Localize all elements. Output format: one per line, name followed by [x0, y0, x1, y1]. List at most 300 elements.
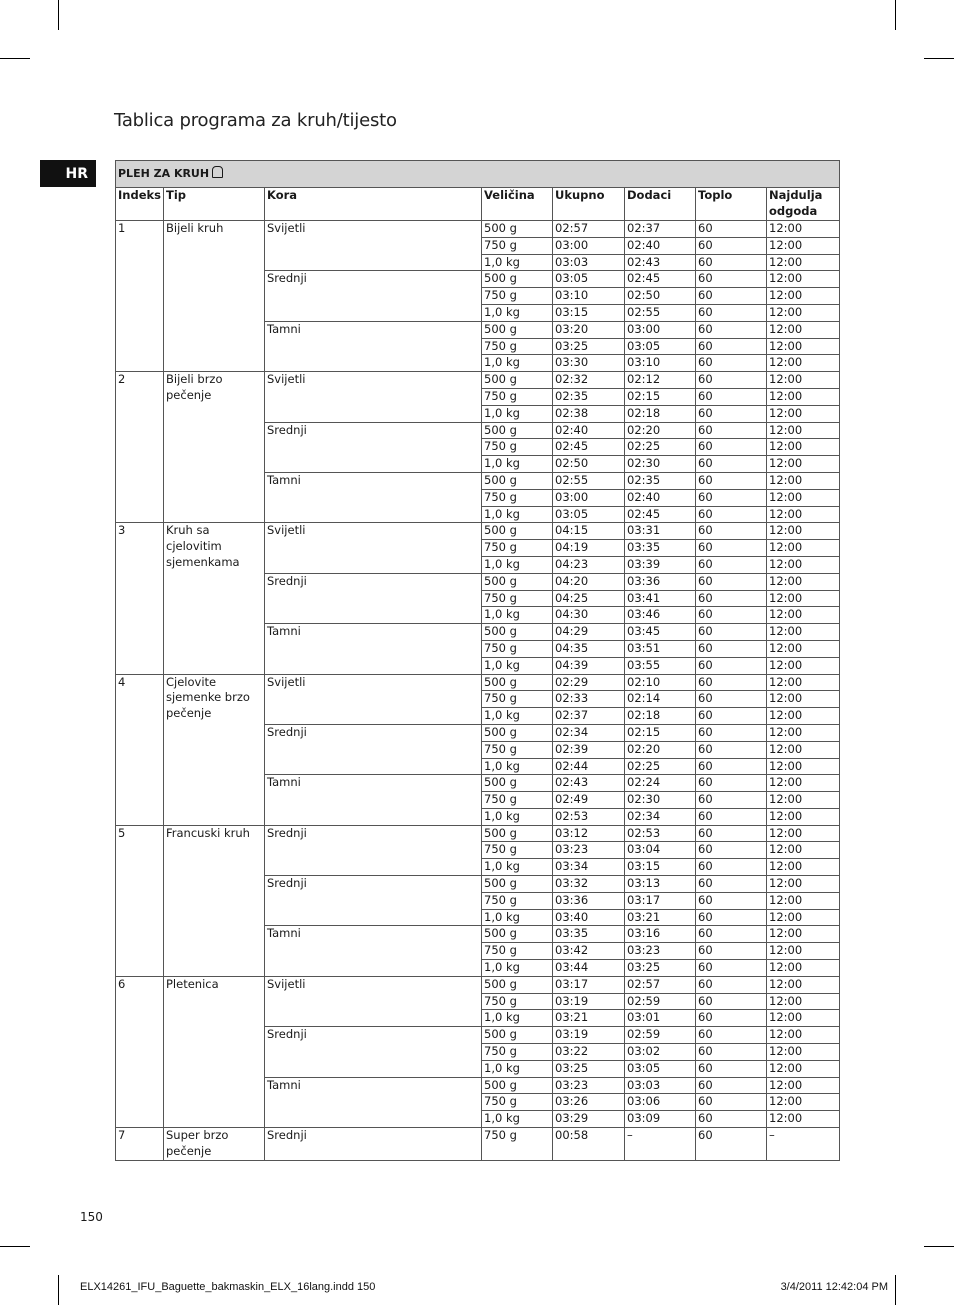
cell-additions: 02:14: [625, 691, 696, 708]
cell-size: 750 g: [482, 691, 553, 708]
bread-pan-icon: [212, 166, 223, 178]
cell-warm: 60: [696, 506, 767, 523]
cell-delay: 12:00: [767, 808, 840, 825]
cell-additions: 02:37: [625, 221, 696, 238]
cell-warm: 60: [696, 338, 767, 355]
cell-warm: 60: [696, 1027, 767, 1044]
cell-additions: 02:43: [625, 254, 696, 271]
cell-total: 04:20: [553, 573, 625, 590]
crust-type: Svijetli: [265, 523, 482, 573]
column-header: Toplo: [696, 188, 767, 221]
cell-warm: 60: [696, 304, 767, 321]
program-index: 7: [116, 1128, 164, 1161]
cell-additions: 03:05: [625, 1060, 696, 1077]
cell-size: 1,0 kg: [482, 1060, 553, 1077]
cell-warm: 60: [696, 859, 767, 876]
cell-total: 03:26: [553, 1094, 625, 1111]
cell-total: 00:58: [553, 1128, 625, 1161]
cell-size: 500 g: [482, 775, 553, 792]
cell-warm: 60: [696, 1128, 767, 1161]
program-index: 2: [116, 372, 164, 523]
crust-type: Tamni: [265, 321, 482, 371]
cell-warm: 60: [696, 825, 767, 842]
cell-size: 1,0 kg: [482, 708, 553, 725]
cell-total: 03:00: [553, 489, 625, 506]
cell-size: 1,0 kg: [482, 304, 553, 321]
cell-size: 750 g: [482, 388, 553, 405]
cell-total: 02:53: [553, 808, 625, 825]
cell-additions: 03:31: [625, 523, 696, 540]
cell-size: 750 g: [482, 489, 553, 506]
cell-size: 500 g: [482, 674, 553, 691]
cell-size: 750 g: [482, 288, 553, 305]
cell-warm: 60: [696, 288, 767, 305]
cell-delay: 12:00: [767, 1027, 840, 1044]
cell-size: 500 g: [482, 825, 553, 842]
cell-total: 03:30: [553, 355, 625, 372]
cell-total: 02:39: [553, 741, 625, 758]
cell-warm: 60: [696, 724, 767, 741]
cell-warm: 60: [696, 842, 767, 859]
cell-warm: 60: [696, 254, 767, 271]
table-row: [116, 372, 840, 389]
cell-total: 03:05: [553, 271, 625, 288]
cell-total: 02:55: [553, 472, 625, 489]
program-type: Bijeli kruh: [164, 221, 265, 372]
cell-size: 500 g: [482, 523, 553, 540]
cell-additions: 02:20: [625, 741, 696, 758]
cell-total: 03:05: [553, 506, 625, 523]
cell-size: 750 g: [482, 1128, 553, 1161]
cell-additions: 02:59: [625, 1027, 696, 1044]
cell-total: 03:44: [553, 960, 625, 977]
cell-delay: 12:00: [767, 506, 840, 523]
cell-delay: 12:00: [767, 355, 840, 372]
cell-total: 03:03: [553, 254, 625, 271]
cell-total: 04:23: [553, 556, 625, 573]
cell-size: 500 g: [482, 221, 553, 238]
cell-additions: 03:06: [625, 1094, 696, 1111]
cell-additions: 03:25: [625, 960, 696, 977]
cell-warm: 60: [696, 943, 767, 960]
cell-delay: 12:00: [767, 926, 840, 943]
cell-additions: 03:04: [625, 842, 696, 859]
cell-delay: 12:00: [767, 842, 840, 859]
cell-additions: 02:30: [625, 456, 696, 473]
cell-additions: 02:59: [625, 993, 696, 1010]
cell-delay: 12:00: [767, 372, 840, 389]
crop-mark: [924, 1246, 954, 1247]
cell-additions: 02:18: [625, 708, 696, 725]
cell-delay: 12:00: [767, 724, 840, 741]
cell-additions: 03:10: [625, 355, 696, 372]
cell-additions: 03:02: [625, 1044, 696, 1061]
cell-size: 500 g: [482, 372, 553, 389]
cell-size: 1,0 kg: [482, 859, 553, 876]
cell-delay: 12:00: [767, 758, 840, 775]
cell-additions: 02:53: [625, 825, 696, 842]
cell-total: 02:34: [553, 724, 625, 741]
cell-total: 03:22: [553, 1044, 625, 1061]
cell-total: 03:19: [553, 1027, 625, 1044]
cell-additions: 03:45: [625, 624, 696, 641]
cell-warm: 60: [696, 741, 767, 758]
crop-mark: [0, 1246, 30, 1247]
cell-delay: 12:00: [767, 876, 840, 893]
cell-warm: 60: [696, 808, 767, 825]
cell-additions: 03:09: [625, 1111, 696, 1128]
cell-delay: 12:00: [767, 993, 840, 1010]
crust-type: Tamni: [265, 926, 482, 976]
cell-additions: 02:12: [625, 372, 696, 389]
column-header: Veličina: [482, 188, 553, 221]
cell-delay: –: [767, 1128, 840, 1161]
cell-delay: 12:00: [767, 775, 840, 792]
cell-delay: 12:00: [767, 439, 840, 456]
cell-delay: 12:00: [767, 556, 840, 573]
cell-total: 03:40: [553, 909, 625, 926]
cell-delay: 12:00: [767, 792, 840, 809]
cell-size: 1,0 kg: [482, 506, 553, 523]
cell-additions: 03:23: [625, 943, 696, 960]
program-type: Bijeli brzo pečenje: [164, 372, 265, 523]
cell-warm: 60: [696, 556, 767, 573]
cell-size: 750 g: [482, 237, 553, 254]
cell-warm: 60: [696, 909, 767, 926]
cell-delay: 12:00: [767, 741, 840, 758]
cell-additions: 02:18: [625, 405, 696, 422]
column-header: Najdulja odgoda: [767, 188, 840, 221]
cell-size: 500 g: [482, 1027, 553, 1044]
cell-total: 03:10: [553, 288, 625, 305]
crop-mark: [924, 58, 954, 59]
cell-size: 1,0 kg: [482, 355, 553, 372]
cell-delay: 12:00: [767, 657, 840, 674]
cell-warm: 60: [696, 590, 767, 607]
cell-additions: 03:36: [625, 573, 696, 590]
cell-delay: 12:00: [767, 304, 840, 321]
cell-warm: 60: [696, 624, 767, 641]
cell-delay: 12:00: [767, 825, 840, 842]
crop-mark: [895, 1275, 896, 1305]
cell-warm: 60: [696, 1044, 767, 1061]
program-index: 5: [116, 825, 164, 976]
crust-type: Srednji: [265, 422, 482, 472]
cell-delay: 12:00: [767, 523, 840, 540]
cell-delay: 12:00: [767, 489, 840, 506]
cell-size: 750 g: [482, 993, 553, 1010]
page-title: Tablica programa za kruh/tijesto: [114, 110, 397, 131]
program-type: Francuski kruh: [164, 825, 265, 976]
cell-delay: 12:00: [767, 624, 840, 641]
table-row: [116, 825, 840, 842]
crust-type: Srednji: [265, 1128, 482, 1161]
cell-size: 500 g: [482, 876, 553, 893]
cell-total: 03:23: [553, 842, 625, 859]
cell-delay: 12:00: [767, 859, 840, 876]
cell-total: 04:19: [553, 540, 625, 557]
cell-additions: 03:03: [625, 1077, 696, 1094]
cell-size: 750 g: [482, 640, 553, 657]
cell-additions: 02:35: [625, 472, 696, 489]
column-header: Kora: [265, 188, 482, 221]
cell-delay: 12:00: [767, 221, 840, 238]
cell-additions: 03:01: [625, 1010, 696, 1027]
cell-additions: 03:05: [625, 338, 696, 355]
cell-warm: 60: [696, 1010, 767, 1027]
cell-total: 02:33: [553, 691, 625, 708]
cell-delay: 12:00: [767, 472, 840, 489]
cell-additions: 02:25: [625, 758, 696, 775]
cell-warm: 60: [696, 1111, 767, 1128]
table-section-header: [116, 161, 840, 188]
cell-additions: 02:10: [625, 674, 696, 691]
cell-additions: 03:16: [625, 926, 696, 943]
cell-warm: 60: [696, 960, 767, 977]
cell-delay: 12:00: [767, 708, 840, 725]
table-header-row: [116, 188, 840, 221]
cell-size: 1,0 kg: [482, 909, 553, 926]
footer-date: 3/4/2011 12:42:04 PM: [780, 1281, 888, 1293]
cell-total: 02:40: [553, 422, 625, 439]
column-header: Dodaci: [625, 188, 696, 221]
cell-total: 02:37: [553, 708, 625, 725]
table-row: [116, 221, 840, 238]
cell-delay: 12:00: [767, 388, 840, 405]
cell-size: 750 g: [482, 1094, 553, 1111]
cell-total: 03:35: [553, 926, 625, 943]
cell-size: 750 g: [482, 842, 553, 859]
cell-warm: 60: [696, 1094, 767, 1111]
crust-type: Svijetli: [265, 674, 482, 724]
program-index: 6: [116, 976, 164, 1127]
cell-total: 04:15: [553, 523, 625, 540]
cell-total: 03:21: [553, 1010, 625, 1027]
cell-warm: 60: [696, 674, 767, 691]
cell-total: 03:12: [553, 825, 625, 842]
cell-additions: 03:21: [625, 909, 696, 926]
cell-delay: 12:00: [767, 540, 840, 557]
cell-delay: 12:00: [767, 405, 840, 422]
crop-mark: [58, 0, 59, 30]
cell-delay: 12:00: [767, 976, 840, 993]
cell-additions: 03:41: [625, 590, 696, 607]
program-type: Super brzo pečenje: [164, 1128, 265, 1161]
column-header: Ukupno: [553, 188, 625, 221]
cell-additions: 02:20: [625, 422, 696, 439]
cell-additions: 02:40: [625, 489, 696, 506]
program-index: 1: [116, 221, 164, 372]
crust-type: Srednji: [265, 724, 482, 774]
cell-warm: 60: [696, 221, 767, 238]
cell-total: 03:36: [553, 892, 625, 909]
crust-type: Svijetli: [265, 372, 482, 422]
crust-type: Srednji: [265, 825, 482, 875]
crop-mark: [58, 1275, 59, 1305]
cell-additions: 03:00: [625, 321, 696, 338]
cell-total: 04:30: [553, 607, 625, 624]
cell-delay: 12:00: [767, 1077, 840, 1094]
cell-delay: 12:00: [767, 640, 840, 657]
cell-total: 03:42: [553, 943, 625, 960]
crust-type: Tamni: [265, 624, 482, 674]
cell-warm: 60: [696, 892, 767, 909]
cell-additions: –: [625, 1128, 696, 1161]
cell-warm: 60: [696, 405, 767, 422]
cell-total: 02:50: [553, 456, 625, 473]
cell-total: 02:45: [553, 439, 625, 456]
cell-total: 03:23: [553, 1077, 625, 1094]
cell-warm: 60: [696, 456, 767, 473]
cell-size: 1,0 kg: [482, 758, 553, 775]
cell-delay: 12:00: [767, 1094, 840, 1111]
cell-total: 04:29: [553, 624, 625, 641]
cell-delay: 12:00: [767, 607, 840, 624]
cell-total: 02:49: [553, 792, 625, 809]
cell-warm: 60: [696, 708, 767, 725]
table-body: [116, 221, 840, 1161]
cell-warm: 60: [696, 607, 767, 624]
cell-size: 500 g: [482, 472, 553, 489]
cell-warm: 60: [696, 1060, 767, 1077]
crust-type: Tamni: [265, 775, 482, 825]
cell-size: 500 g: [482, 976, 553, 993]
cell-delay: 12:00: [767, 1010, 840, 1027]
cell-warm: 60: [696, 640, 767, 657]
cell-additions: 02:45: [625, 506, 696, 523]
crust-type: Srednji: [265, 271, 482, 321]
cell-delay: 12:00: [767, 892, 840, 909]
cell-warm: 60: [696, 775, 767, 792]
cell-delay: 12:00: [767, 573, 840, 590]
table-row: [116, 523, 840, 540]
cell-size: 750 g: [482, 439, 553, 456]
cell-delay: 12:00: [767, 943, 840, 960]
cell-delay: 12:00: [767, 674, 840, 691]
cell-size: 750 g: [482, 540, 553, 557]
cell-size: 1,0 kg: [482, 254, 553, 271]
cell-total: 03:15: [553, 304, 625, 321]
cell-warm: 60: [696, 388, 767, 405]
cell-size: 750 g: [482, 338, 553, 355]
cell-size: 750 g: [482, 1044, 553, 1061]
cell-warm: 60: [696, 439, 767, 456]
cell-warm: 60: [696, 657, 767, 674]
cell-total: 03:19: [553, 993, 625, 1010]
cell-size: 500 g: [482, 321, 553, 338]
cell-warm: 60: [696, 993, 767, 1010]
cell-warm: 60: [696, 237, 767, 254]
table-row: [116, 1128, 840, 1161]
cell-additions: 03:13: [625, 876, 696, 893]
cell-total: 02:43: [553, 775, 625, 792]
cell-size: 750 g: [482, 741, 553, 758]
cell-warm: 60: [696, 321, 767, 338]
cell-size: 1,0 kg: [482, 405, 553, 422]
cell-delay: 12:00: [767, 1111, 840, 1128]
cell-total: 02:29: [553, 674, 625, 691]
cell-size: 500 g: [482, 624, 553, 641]
cell-additions: 02:34: [625, 808, 696, 825]
cell-delay: 12:00: [767, 590, 840, 607]
cell-delay: 12:00: [767, 288, 840, 305]
cell-additions: 02:30: [625, 792, 696, 809]
column-header: Tip: [164, 188, 265, 221]
cell-warm: 60: [696, 573, 767, 590]
cell-total: 03:20: [553, 321, 625, 338]
cell-total: 02:35: [553, 388, 625, 405]
cell-additions: 03:17: [625, 892, 696, 909]
cell-total: 03:00: [553, 237, 625, 254]
table-row: [116, 976, 840, 993]
crop-mark: [0, 58, 30, 59]
cell-size: 750 g: [482, 892, 553, 909]
cell-warm: 60: [696, 372, 767, 389]
cell-additions: 03:46: [625, 607, 696, 624]
cell-warm: 60: [696, 976, 767, 993]
cell-size: 1,0 kg: [482, 607, 553, 624]
cell-total: 02:32: [553, 372, 625, 389]
cell-additions: 02:24: [625, 775, 696, 792]
cell-delay: 12:00: [767, 338, 840, 355]
cell-warm: 60: [696, 355, 767, 372]
cell-additions: 02:57: [625, 976, 696, 993]
section-title: PLEH ZA KRUH: [118, 167, 210, 181]
cell-delay: 12:00: [767, 456, 840, 473]
cell-size: 1,0 kg: [482, 456, 553, 473]
cell-warm: 60: [696, 523, 767, 540]
cell-size: 1,0 kg: [482, 1010, 553, 1027]
cell-delay: 12:00: [767, 1060, 840, 1077]
cell-total: 02:57: [553, 221, 625, 238]
cell-additions: 02:50: [625, 288, 696, 305]
cell-size: 750 g: [482, 792, 553, 809]
cell-size: 750 g: [482, 943, 553, 960]
footer-file-info: ELX14261_IFU_Baguette_bakmaskin_ELX_16lang.indd 150: [80, 1281, 376, 1293]
cell-total: 03:25: [553, 1060, 625, 1077]
cell-delay: 12:00: [767, 422, 840, 439]
cell-warm: 60: [696, 422, 767, 439]
program-index: 3: [116, 523, 164, 674]
crust-type: Svijetli: [265, 221, 482, 271]
cell-size: 1,0 kg: [482, 1111, 553, 1128]
cell-delay: 12:00: [767, 1044, 840, 1061]
cell-additions: 02:40: [625, 237, 696, 254]
crop-mark: [895, 0, 896, 30]
cell-total: 03:32: [553, 876, 625, 893]
cell-size: 1,0 kg: [482, 808, 553, 825]
cell-size: 500 g: [482, 271, 553, 288]
cell-additions: 03:55: [625, 657, 696, 674]
cell-delay: 12:00: [767, 321, 840, 338]
page-number: 150: [80, 1210, 103, 1224]
crust-type: Svijetli: [265, 976, 482, 1026]
cell-size: 500 g: [482, 1077, 553, 1094]
program-type: Cjelovite sjemenke brzo pečenje: [164, 674, 265, 825]
cell-total: 02:44: [553, 758, 625, 775]
program-table: [115, 160, 840, 1161]
cell-additions: 02:15: [625, 724, 696, 741]
column-header: Indeks: [116, 188, 164, 221]
cell-size: 750 g: [482, 590, 553, 607]
cell-delay: 12:00: [767, 960, 840, 977]
cell-delay: 12:00: [767, 237, 840, 254]
cell-size: 1,0 kg: [482, 556, 553, 573]
program-index: 4: [116, 674, 164, 825]
cell-additions: 03:35: [625, 540, 696, 557]
cell-warm: 60: [696, 926, 767, 943]
cell-warm: 60: [696, 271, 767, 288]
